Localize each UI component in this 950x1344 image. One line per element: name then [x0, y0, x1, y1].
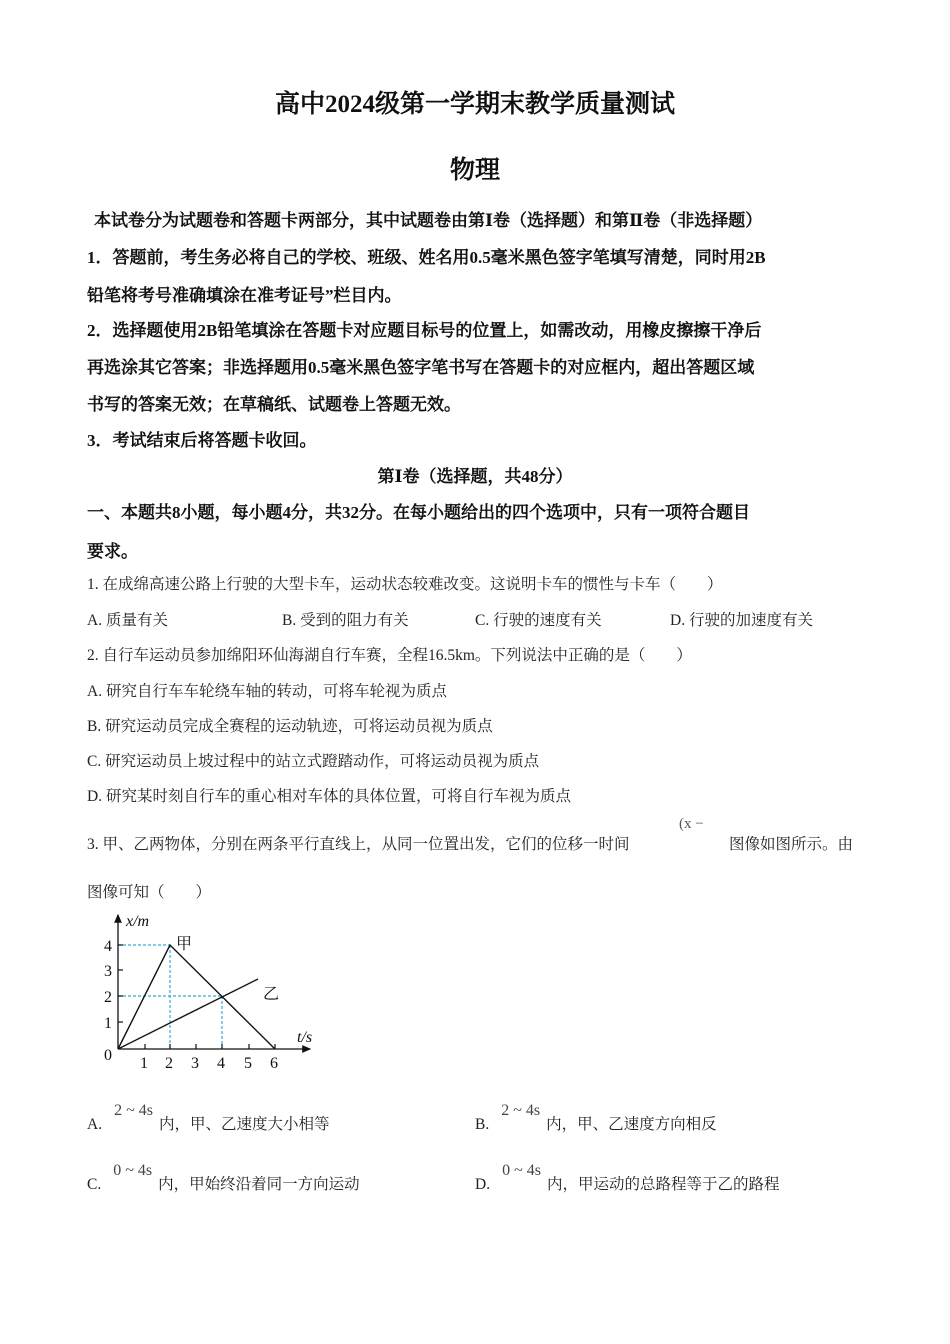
x-tick-label: 1	[140, 1055, 148, 1072]
question-3-option-a[interactable]	[87, 1102, 330, 1134]
question-1-option-a[interactable]: A. 质量有关	[87, 612, 168, 629]
question-2-option-d[interactable]: D. 研究某时刻自行车的重心相对车体的具体位置，可将自行车视为质点	[87, 788, 571, 805]
y-tick-label: 3	[104, 963, 112, 980]
question-2-option-a[interactable]: A. 研究自行车车轮绕车轴的转动，可将车轮视为质点	[87, 683, 447, 700]
x-tick-label: 6	[270, 1055, 278, 1072]
instruction-2-line-3: 书写的答案无效；在草稿纸、试题卷上答题无效。	[87, 395, 461, 414]
question-3-option-b[interactable]	[475, 1102, 717, 1134]
y-tick-label: 4	[104, 938, 112, 955]
section-desc-line-1: 一、本题共8小题，每小题4分，共32分。在每小题给出的四个选项中，只有一项符合题目	[87, 503, 750, 522]
time-range: 0 ~ 4s	[502, 1162, 541, 1179]
subject-title: 物理	[449, 157, 500, 184]
question-2-option-b[interactable]: B. 研究运动员完成全赛程的运动轨迹，可将运动员视为质点	[87, 718, 493, 735]
instruction-1-line-2: 铅笔将考号准确填涂在准考证号”栏目内。	[87, 286, 402, 305]
section-heading: 第Ⅰ卷（选择题，共48分）	[377, 467, 573, 486]
x-tick-label: 2	[165, 1055, 173, 1072]
question-1-stem: 1. 在成绵高速公路上行驶的大型卡车，运动状态较难改变。这说明卡车的惯性与卡车（ ）	[87, 576, 723, 593]
y-tick-label: 1	[104, 1015, 112, 1032]
y-tick-label: 2	[104, 989, 112, 1006]
option-letter: D.	[475, 1176, 491, 1193]
x-tick-label: 5	[244, 1055, 252, 1072]
option-letter: B.	[475, 1116, 490, 1133]
instruction-2-line-2: 再选涂其它答案；非选择题用0.5毫米黑色签字笔书写在答题卡的对应框内，超出答题区域	[87, 358, 755, 377]
guide-lines	[118, 945, 222, 1049]
time-range: 2 ~ 4s	[114, 1102, 153, 1119]
x-tick-label: 4	[217, 1055, 225, 1072]
series-yi-line	[118, 979, 258, 1049]
instruction-3: 3．考试结束后将答题卡收回。	[87, 431, 317, 450]
instruction-2-line-1: 2．选择题使用2B铅笔填涂在答题卡对应题目标号的位置上，如需改动，用橡皮擦擦干净后	[87, 321, 762, 340]
question-1-option-c[interactable]: C. 行驶的速度有关	[475, 612, 602, 629]
x-tick-label: 3	[191, 1055, 199, 1072]
x-axis-label: t/s	[297, 1029, 313, 1046]
question-2-stem: 2. 自行车运动员参加绵阳环仙海湖自行车赛，全程16.5km。下列说法中正确的是（ ）	[87, 647, 692, 664]
option-text: 内，甲、乙速度大小相等	[158, 1116, 330, 1133]
option-letter: A.	[87, 1116, 103, 1133]
question-3-option-c[interactable]	[87, 1162, 360, 1194]
time-range: 2 ~ 4s	[501, 1102, 541, 1119]
option-text: 内，甲始终沿着同一方向运动	[158, 1176, 360, 1193]
question-1-option-b[interactable]: B. 受到的阻力有关	[282, 612, 409, 629]
option-text: 内，甲、乙速度方向相反	[546, 1116, 717, 1133]
section-desc-line-2: 要求。	[87, 542, 138, 561]
exam-title: 高中2024级第一学期末教学质量测试	[274, 91, 675, 118]
question-3-stem-part-1: 3. 甲、乙两物体，分别在两条平行直线上，从同一位置出发，它们的位移一时间	[87, 836, 630, 853]
time-range: 0 ~ 4s	[113, 1162, 153, 1179]
y-axis-label: x/m	[126, 913, 150, 930]
question-1-option-d[interactable]: D. 行驶的加速度有关	[670, 612, 813, 629]
instruction-1-line-1: 1．答题前，考生务必将自己的学校、班级、姓名用0.5毫米黑色签字笔填写清楚，同时用2B	[87, 248, 766, 267]
question-3-formula: (x −	[679, 816, 704, 832]
option-letter: C.	[87, 1176, 102, 1193]
question-3-option-d[interactable]	[475, 1162, 780, 1194]
question-2-option-c[interactable]: C. 研究运动员上坡过程中的站立式蹬踏动作，可将运动员视为质点	[87, 753, 540, 770]
series-yi-label: 乙	[263, 986, 280, 1003]
series-jia-label: 甲	[176, 936, 193, 953]
question-3-stem-line-2: 图像可知（ ）	[87, 884, 212, 901]
question-3-stem-part-2: 图像如图所示。由	[729, 836, 854, 853]
xt-graph	[95, 905, 335, 1080]
instructions-intro: 本试卷分为试题卷和答题卡两部分，其中试题卷由第Ⅰ卷（选择题）和第Ⅱ卷（非选择题）	[94, 211, 763, 230]
origin-label: 0	[104, 1047, 112, 1064]
option-text: 内，甲运动的总路程等于乙的路程	[546, 1176, 780, 1193]
series-jia-line	[118, 945, 275, 1049]
